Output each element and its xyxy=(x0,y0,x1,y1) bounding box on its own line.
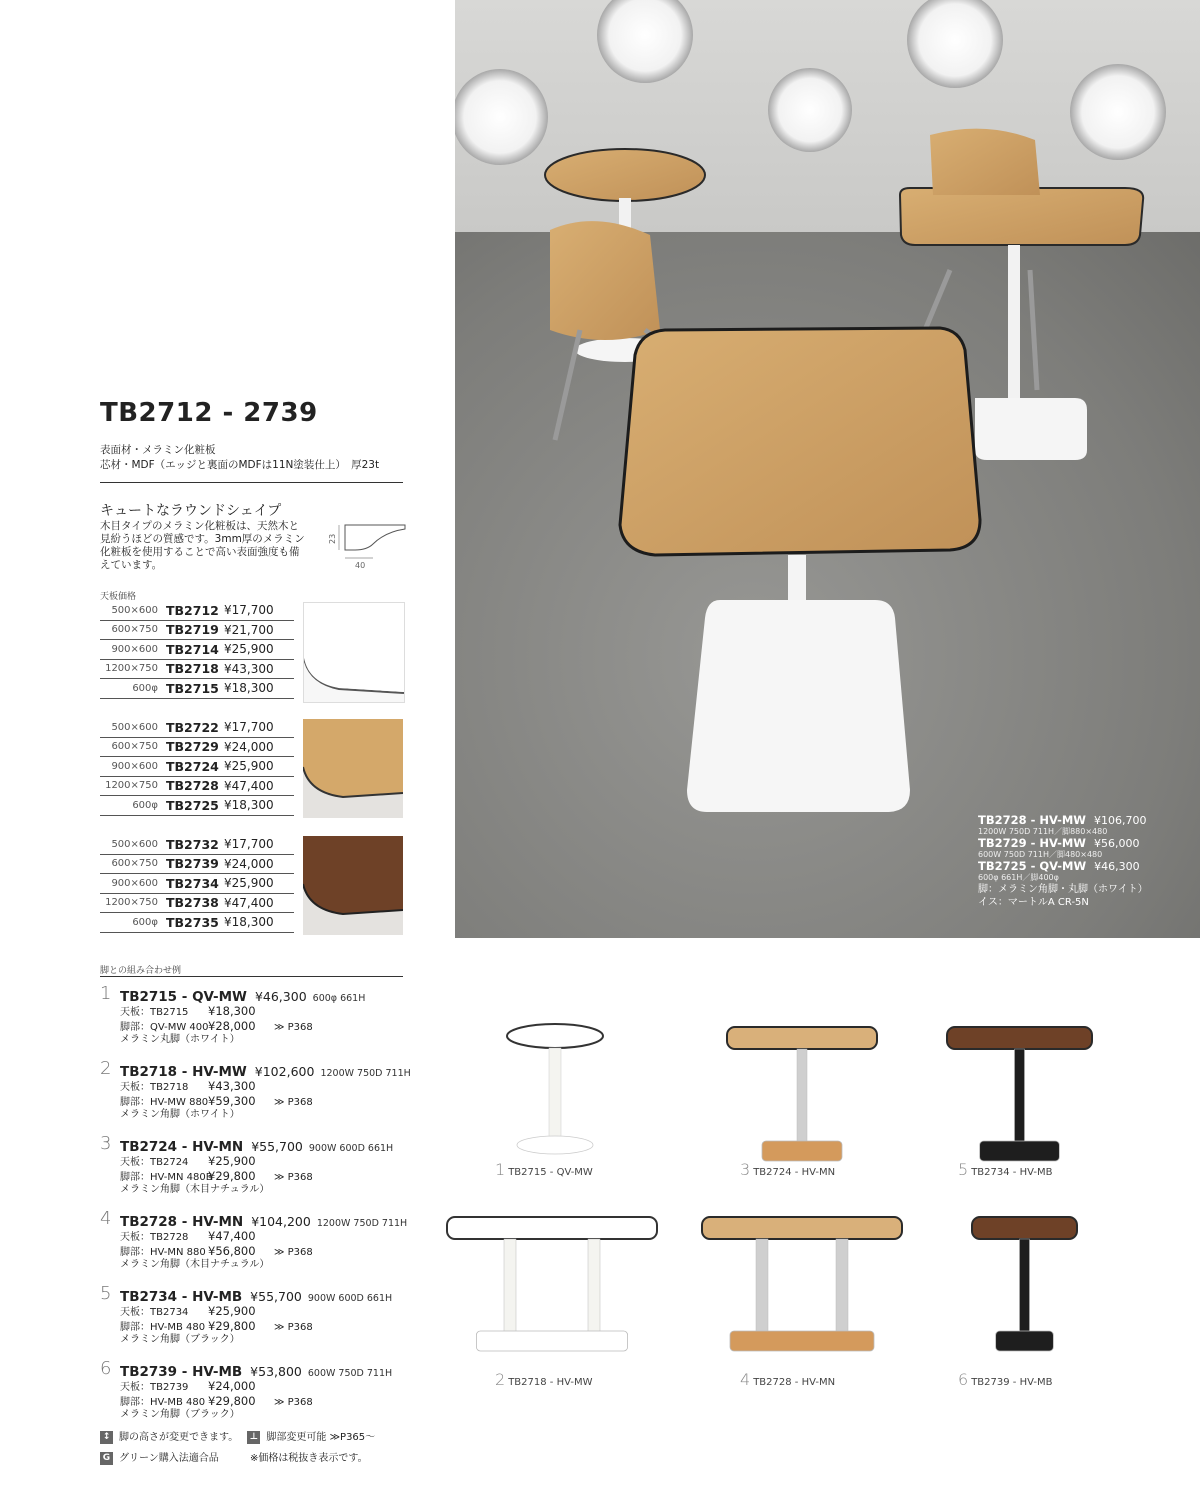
top-key: 天板：TB2739 xyxy=(120,1382,189,1393)
combo-top-line xyxy=(120,1155,313,1170)
page-ref-link[interactable]: ≫ P368 xyxy=(274,1321,313,1333)
caption-price: ¥106,700 xyxy=(1094,814,1147,827)
price-price: ¥24,000 xyxy=(224,854,294,874)
price-model: TB2714 xyxy=(166,640,224,660)
combo-top-line xyxy=(120,1005,313,1020)
leg-price: ¥56,800 xyxy=(208,1243,256,1258)
caption-dims: 600φ 661H／脚400φ xyxy=(978,873,1059,882)
price-table-white xyxy=(100,601,294,699)
caption-model: TB2728 - HV-MW xyxy=(978,813,1086,827)
top-price-label: 天板価格 xyxy=(100,592,137,602)
price-model: TB2735 xyxy=(166,913,224,933)
combo-top-line xyxy=(120,1380,313,1395)
product-image xyxy=(942,1025,1097,1165)
price-price: ¥21,700 xyxy=(224,620,294,640)
top-price: ¥25,900 xyxy=(208,1154,256,1168)
top-key: 天板：TB2734 xyxy=(120,1307,189,1318)
edge-height: 23 xyxy=(328,533,337,544)
leg-description: メラミン丸脚（ホワイト） xyxy=(120,1034,240,1045)
combo-dims: 600W 750D 711H xyxy=(307,1368,393,1379)
combo-leg-line xyxy=(120,1170,313,1185)
combo-details xyxy=(120,1155,313,1197)
combo-head xyxy=(120,1361,392,1380)
product-label xyxy=(495,1370,592,1389)
product-label xyxy=(495,1160,593,1179)
height-note: 脚の高さが変更できます。 xyxy=(119,1432,239,1443)
combo-leg-line xyxy=(120,1020,313,1035)
leg-description: メラミン角脚（木目ナチュラル） xyxy=(120,1259,270,1270)
product-number: 5 xyxy=(958,1160,969,1179)
price-size: 900×600 xyxy=(100,757,166,777)
combo-dims: 900W 600D 661H xyxy=(308,1143,394,1154)
top-key: 天板：TB2728 xyxy=(120,1232,189,1243)
combo-item xyxy=(100,1133,410,1203)
price-price: ¥24,000 xyxy=(224,737,294,757)
combo-price: ¥53,800 xyxy=(250,1364,302,1379)
price-size: 900×600 xyxy=(100,874,166,894)
price-size: 600φ xyxy=(100,913,166,933)
leg-price: ¥59,300 xyxy=(208,1093,256,1108)
price-model: TB2719 xyxy=(166,620,224,640)
price-row xyxy=(100,893,294,913)
price-table-walnut xyxy=(100,835,294,933)
product-image xyxy=(442,1215,662,1355)
combo-price: ¥46,300 xyxy=(254,989,307,1004)
price-size: 500×600 xyxy=(100,835,166,854)
section-subtitle: キュートなラウンドシェイプ xyxy=(100,503,282,519)
leg-description: メラミン角脚（ブラック） xyxy=(120,1409,240,1420)
combo-model: TB2724 - HV-MN xyxy=(120,1139,244,1155)
leg-key: 脚部：HV-MB 480 xyxy=(120,1321,206,1333)
combo-item xyxy=(100,1283,410,1353)
price-price: ¥25,900 xyxy=(224,757,294,777)
price-model: TB2725 xyxy=(166,796,224,816)
caption-item xyxy=(978,860,1178,883)
price-size: 600×750 xyxy=(100,737,166,757)
price-size: 1200×750 xyxy=(100,659,166,679)
price-size: 500×600 xyxy=(100,601,166,620)
top-price: ¥47,400 xyxy=(208,1229,256,1243)
page-ref-link[interactable]: ≫ P368 xyxy=(274,1396,313,1408)
leg-key: 脚部：QV-MW 400 xyxy=(120,1021,209,1033)
combo-item xyxy=(100,983,410,1053)
price-row xyxy=(100,835,294,854)
leg-price: ¥29,800 xyxy=(208,1393,256,1408)
leg-key: 脚部：HV-MW 880 xyxy=(120,1096,209,1108)
combo-leg-line xyxy=(120,1320,313,1335)
product-label xyxy=(958,1160,1052,1179)
caption-item xyxy=(978,837,1178,860)
leg-price: ¥28,000 xyxy=(208,1018,256,1033)
price-model: TB2715 xyxy=(166,679,224,699)
price-model: TB2729 xyxy=(166,737,224,757)
price-row xyxy=(100,757,294,777)
price-size: 600φ xyxy=(100,679,166,699)
price-size: 600φ xyxy=(100,796,166,816)
leg-description: メラミン角脚（ブラック） xyxy=(120,1334,240,1345)
price-model: TB2739 xyxy=(166,854,224,874)
combo-dims: 1200W 750D 711H xyxy=(320,1068,411,1079)
price-model: TB2722 xyxy=(166,718,224,737)
price-size: 600×750 xyxy=(100,620,166,640)
page-ref-link[interactable]: ≫ P368 xyxy=(274,1246,313,1258)
combo-dims: 1200W 750D 711H xyxy=(316,1218,408,1229)
combo-price: ¥55,700 xyxy=(250,1289,302,1304)
product-number: 3 xyxy=(740,1160,751,1179)
combo-number: 1 xyxy=(100,983,112,1004)
legend-row xyxy=(100,1428,375,1444)
page-ref-link[interactable]: ≫ P368 xyxy=(274,1021,313,1033)
top-price: ¥25,900 xyxy=(208,1304,256,1318)
combo-head xyxy=(120,1061,411,1080)
product-model: TB2718 - HV-MW xyxy=(508,1377,593,1388)
leg-key: 脚部：HV-MN 880 xyxy=(120,1246,206,1258)
top-key: 天板：TB2718 xyxy=(120,1082,189,1093)
combo-number: 3 xyxy=(100,1133,112,1154)
product-label xyxy=(740,1160,835,1179)
combo-details xyxy=(120,1005,313,1047)
price-table-natural xyxy=(100,718,294,816)
edge-profile-diagram xyxy=(325,520,410,570)
leg-change-note: 脚部変更可能 ≫P365〜 xyxy=(266,1432,376,1443)
leg-price: ¥29,800 xyxy=(208,1168,256,1183)
price-price: ¥17,700 xyxy=(224,835,294,854)
combo-head xyxy=(120,1286,392,1305)
hero-illustration xyxy=(455,0,1200,938)
caption-dims: 1200W 750D 711H／脚880×480 xyxy=(978,827,1108,836)
page-ref-link[interactable]: ≫ P368 xyxy=(274,1171,313,1183)
price-row xyxy=(100,913,294,933)
price-row xyxy=(100,679,294,699)
price-size: 1200×750 xyxy=(100,893,166,913)
price-row xyxy=(100,659,294,679)
combo-leg-line xyxy=(120,1245,313,1260)
product-model: TB2739 - HV-MB xyxy=(971,1377,1053,1388)
combo-details xyxy=(120,1305,313,1347)
divider xyxy=(100,976,403,977)
green-purchase-icon: G xyxy=(100,1452,113,1465)
price-size: 1200×750 xyxy=(100,776,166,796)
green-note: グリーン購入法適合品 xyxy=(119,1453,219,1464)
combo-price: ¥102,600 xyxy=(254,1064,315,1079)
product-number: 1 xyxy=(495,1160,506,1179)
top-key: 天板：TB2724 xyxy=(120,1157,189,1168)
combo-top-line xyxy=(120,1230,313,1245)
price-price: ¥18,300 xyxy=(224,796,294,816)
caption-model: TB2725 - QV-MW xyxy=(978,859,1087,873)
page-title: TB2712 - 2739 xyxy=(100,398,318,428)
product-model: TB2728 - HV-MN xyxy=(753,1377,836,1388)
combo-model: TB2715 - QV-MW xyxy=(120,989,247,1005)
page-ref-link[interactable]: ≫ P368 xyxy=(274,1096,313,1108)
product-image xyxy=(697,1215,907,1355)
caption-model: TB2729 - HV-MW xyxy=(978,836,1086,850)
combo-number: 6 xyxy=(100,1358,112,1379)
combo-item xyxy=(100,1058,410,1128)
price-price: ¥25,900 xyxy=(224,640,294,660)
price-row xyxy=(100,874,294,894)
price-row xyxy=(100,601,294,620)
combo-details xyxy=(120,1380,313,1422)
wall-lamps xyxy=(455,0,1166,165)
price-price: ¥17,700 xyxy=(224,601,294,620)
product-number: 2 xyxy=(495,1370,506,1389)
price-size: 600×750 xyxy=(100,854,166,874)
combo-leg-line xyxy=(120,1395,313,1410)
price-row xyxy=(100,737,294,757)
product-label xyxy=(740,1370,835,1389)
legend-row xyxy=(100,1449,368,1465)
white-top-swatch xyxy=(303,602,405,703)
natural-top-swatch xyxy=(303,719,403,818)
price-row xyxy=(100,640,294,660)
combo-label: 脚との組み合わせ例 xyxy=(100,966,182,976)
top-price: ¥18,300 xyxy=(208,1004,256,1018)
height-adjust-icon: ↕ xyxy=(100,1431,113,1444)
caption-price: ¥46,300 xyxy=(1094,860,1140,873)
combo-dims: 600φ 661H xyxy=(312,993,366,1004)
price-model: TB2724 xyxy=(166,757,224,777)
divider xyxy=(100,482,403,483)
combo-details xyxy=(120,1230,313,1272)
combo-item xyxy=(100,1358,410,1428)
price-price: ¥18,300 xyxy=(224,679,294,699)
product-image xyxy=(967,1215,1082,1355)
spec-line: 芯材・MDF（エッジと裏面のMDFは11N塗装仕上） 厚23t xyxy=(100,459,380,471)
product-image xyxy=(500,1022,610,1162)
product-number: 4 xyxy=(740,1370,751,1389)
combo-number: 2 xyxy=(100,1058,112,1079)
price-price: ¥43,300 xyxy=(224,659,294,679)
price-price: ¥25,900 xyxy=(224,874,294,894)
spec-line: 表面材・メラミン化粧板 xyxy=(100,444,216,456)
price-model: TB2732 xyxy=(166,835,224,854)
combo-head xyxy=(120,1136,393,1155)
caption-note: 脚：メラミン角脚・丸脚（ホワイト） xyxy=(978,884,1148,895)
top-price: ¥43,300 xyxy=(208,1079,256,1093)
description: 木目タイプのメラミン化粧板は、天然木と見紛うほどの質感です。3mm厚のメラミン化粧板を使用することで高い表面強度も備えています。 xyxy=(100,520,305,571)
product-label xyxy=(958,1370,1052,1389)
combo-leg-line xyxy=(120,1095,313,1110)
price-model: TB2738 xyxy=(166,893,224,913)
combo-number: 5 xyxy=(100,1283,112,1304)
edge-width: 40 xyxy=(355,561,366,570)
combo-model: TB2739 - HV-MB xyxy=(120,1364,243,1380)
product-number: 6 xyxy=(958,1370,969,1389)
product-image xyxy=(722,1025,882,1165)
price-row xyxy=(100,854,294,874)
combo-dims: 900W 600D 661H xyxy=(307,1293,393,1304)
leg-key: 脚部：HV-MN 480B xyxy=(120,1171,213,1183)
combo-price: ¥104,200 xyxy=(251,1214,311,1229)
caption-price: ¥56,000 xyxy=(1094,837,1140,850)
price-model: TB2718 xyxy=(166,659,224,679)
combo-details xyxy=(120,1080,313,1122)
leg-key: 脚部：HV-MB 480 xyxy=(120,1396,206,1408)
leg-description: メラミン角脚（木目ナチュラル） xyxy=(120,1184,270,1195)
product-model: TB2724 - HV-MN xyxy=(753,1167,836,1178)
top-price: ¥24,000 xyxy=(208,1379,256,1393)
combo-model: TB2734 - HV-MB xyxy=(120,1289,243,1305)
caption-dims: 600W 750D 711H／脚480×480 xyxy=(978,850,1103,859)
price-price: ¥47,400 xyxy=(224,776,294,796)
price-row xyxy=(100,796,294,816)
combo-item xyxy=(100,1208,410,1278)
hero-photo xyxy=(455,0,1200,938)
product-model: TB2715 - QV-MW xyxy=(508,1167,593,1178)
leg-description: メラミン角脚（ホワイト） xyxy=(120,1109,240,1120)
price-row xyxy=(100,718,294,737)
price-size: 900×600 xyxy=(100,640,166,660)
price-price: ¥18,300 xyxy=(224,913,294,933)
photo-caption xyxy=(978,814,1178,909)
tax-note: ※価格は税抜き表示です。 xyxy=(250,1453,368,1464)
price-price: ¥17,700 xyxy=(224,718,294,737)
combo-model: TB2728 - HV-MN xyxy=(120,1214,244,1230)
caption-note: イス：マートルA CR-5N xyxy=(978,897,1089,908)
leg-change-icon: ⊥ xyxy=(247,1431,260,1444)
top-key: 天板：TB2715 xyxy=(120,1007,189,1018)
combo-head xyxy=(120,986,365,1005)
combo-top-line xyxy=(120,1305,313,1320)
spec-text xyxy=(100,443,379,473)
price-price: ¥47,400 xyxy=(224,893,294,913)
leg-price: ¥29,800 xyxy=(208,1318,256,1333)
product-model: TB2734 - HV-MB xyxy=(971,1167,1053,1178)
price-size: 500×600 xyxy=(100,718,166,737)
combo-number: 4 xyxy=(100,1208,112,1229)
combo-price: ¥55,700 xyxy=(251,1139,303,1154)
combo-top-line xyxy=(120,1080,313,1095)
price-row xyxy=(100,620,294,640)
price-row xyxy=(100,776,294,796)
caption-item xyxy=(978,814,1178,837)
walnut-top-swatch xyxy=(303,836,403,935)
price-model: TB2728 xyxy=(166,776,224,796)
combo-model: TB2718 - HV-MW xyxy=(120,1064,247,1080)
price-model: TB2734 xyxy=(166,874,224,894)
price-model: TB2712 xyxy=(166,601,224,620)
combo-head xyxy=(120,1211,407,1230)
